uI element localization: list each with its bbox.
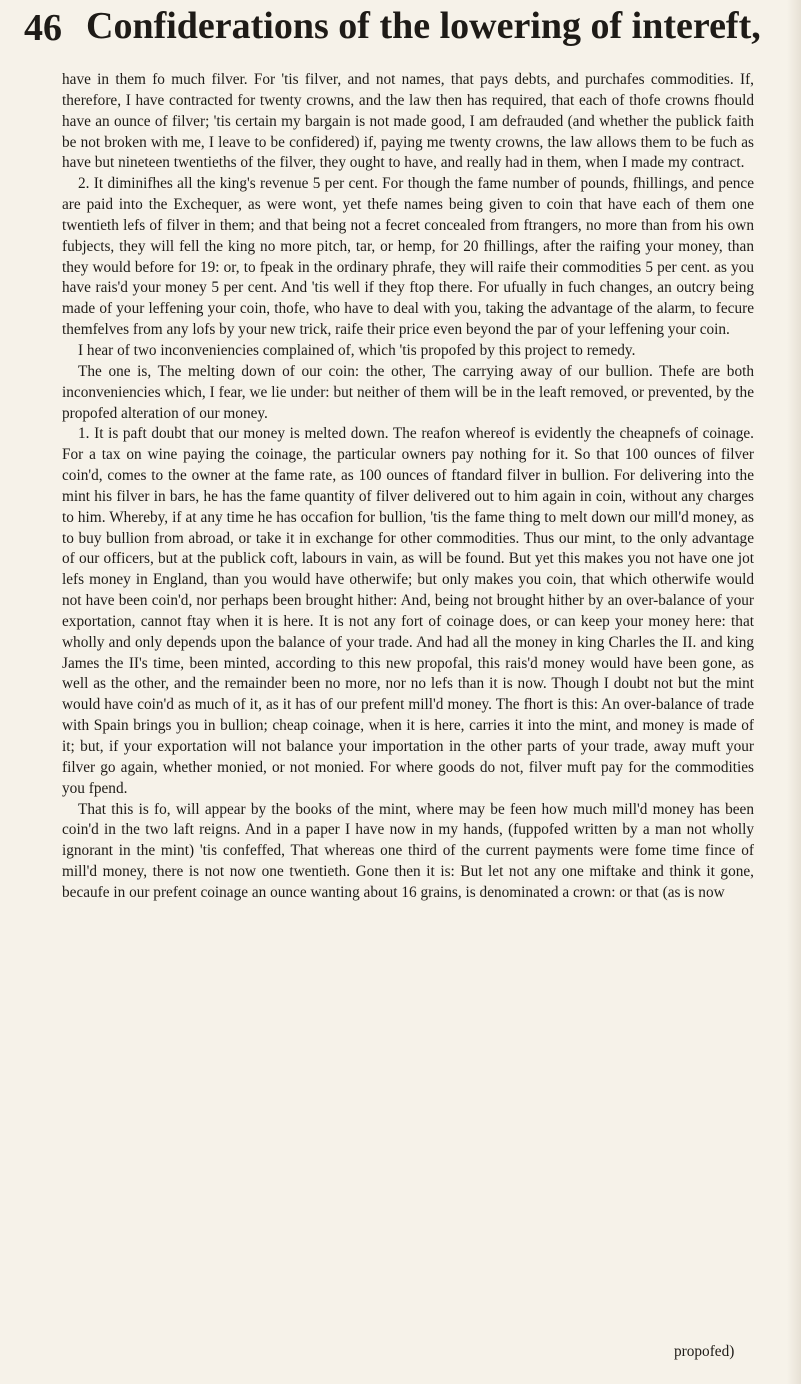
paragraph: That this is fo, will appear by the books of the mint, where may be feen how much mill'd money has been coin'd in the two laft reigns. And in a paper I have now in my hands, (fuppofed written by a man not wholly ignorant in the mint) 'tis confeffed, That whereas one third of the current payments were fome time fince of mill'd money, there is not now one twentieth. Gone then it is: But let not any one miftake and think it gone, becaufe in our prefent coinage an ounce wanting about 16 grains, is denominated a crown: or that (as is now	[62, 800, 754, 901]
page-edge-shadow	[787, 0, 801, 1384]
running-title: Confiderations of the lowering of intereft,	[86, 5, 761, 47]
paragraph: I hear of two inconveniencies complained of, which 'tis propofed by this project to remedy.	[78, 341, 636, 359]
catchword: propofed)	[674, 1343, 735, 1360]
paragraph: The one is, The melting down of our coin: the other, The carrying away of our bullion. Thefe are both inconveniencies which, I fear, we lie under: but neither of them will be in the leaft removed, or prevented, by the propofed alteration of our money.	[62, 362, 754, 422]
paragraph: have in them fo much filver. For 'tis filver, and not names, that pays debts, and purchafes commodities. If, therefore, I have contracted for twenty crowns, and the law then has required, that each of thofe crowns fhould have an ounce of filver; 'tis certain my bargain is not made good, I am defrauded (and whether the publick faith be not broken with me, I leave to be confidered) if, paying me twenty crowns, the law allows them to be fuch as have but nineteen twentieths of the filver, they ought to have, and really had in them, when I made my contract.	[62, 71, 754, 172]
paragraph: 1. It is paft doubt that our money is melted down. The reafon whereof is evidently the cheapnefs of coinage. For a tax on wine paying the coinage, the particular owners pay nothing for it. So that 100 ounces of filver coin'd, comes to the owner at the fame rate, as 100 ounces of ftandard filver in bullion. For delivering into the mint his filver in bars, he has the fame quantity of filver delivered out to him again in coin, without any charges to him. Whereby, if at any time he has occafion for bullion, 'tis the fame thing to melt down our mill'd money, as to buy bullion from abroad, or take it in exchange for other commodities. Thus our mint, to the only advantage of our officers, but at the publick coft, labours in vain, as will be found. But yet this makes you not have one jot lefs money in England, than you would have otherwife; but only makes you coin, that which otherwife would not have been coin'd, nor perhaps been brought hither: And, being not brought hither by an over-balance of your exportation, cannot ftay when it is here. It is not any fort of coinage does, or can keep your money here: that wholly and only depends upon the balance of your trade. And had all the money in king Charles the II. and king James the II's time, been minted, according to this new propofal, this rais'd money would have been gone, as well as the other, and the remainder been no more, nor no lefs than it is now. Though I doubt not but the mint would have coin'd as much of it, as it has of our prefent mill'd money. The fhort is this: An over-balance of trade with Spain brings you in bullion; cheap coinage, when it is here, carries it into the mint, and money is made of it; but, if your exportation will not balance your importation in the other parts of your trade, away muft your filver go again, whether monied, or not monied. For where goods do not, filver muft pay for the commodities you fpend.	[62, 425, 754, 797]
page-number: 46	[24, 7, 62, 49]
body-text	[62, 70, 754, 904]
paragraph: 2. It diminifhes all the king's revenue 5 per cent. For though the fame number of pounds, fhillings, and pence are paid into the Exchequer, as were wont, yet thefe names being given to coin that have each of them one twentieth lefs of filver in them; and that being not a fecret concealed from ftrangers, no more than from his own fubjects, they will fell the king no more pitch, tar, or hemp, for 20 fhillings, after the raifing your money, than they would before for 19: or, to fpeak in the ordinary phrafe, they will raife their commodities 5 per cent. as you have rais'd your money 5 per cent. And 'tis well if they ftop there. For ufually in fuch changes, an outcry being made of your leffening your coin, thofe, who have to deal with you, taking the advantage of the alarm, to fecure themfelves from any lofs by your new trick, raife their price even beyond the par of your leffening your coin.	[62, 175, 754, 339]
